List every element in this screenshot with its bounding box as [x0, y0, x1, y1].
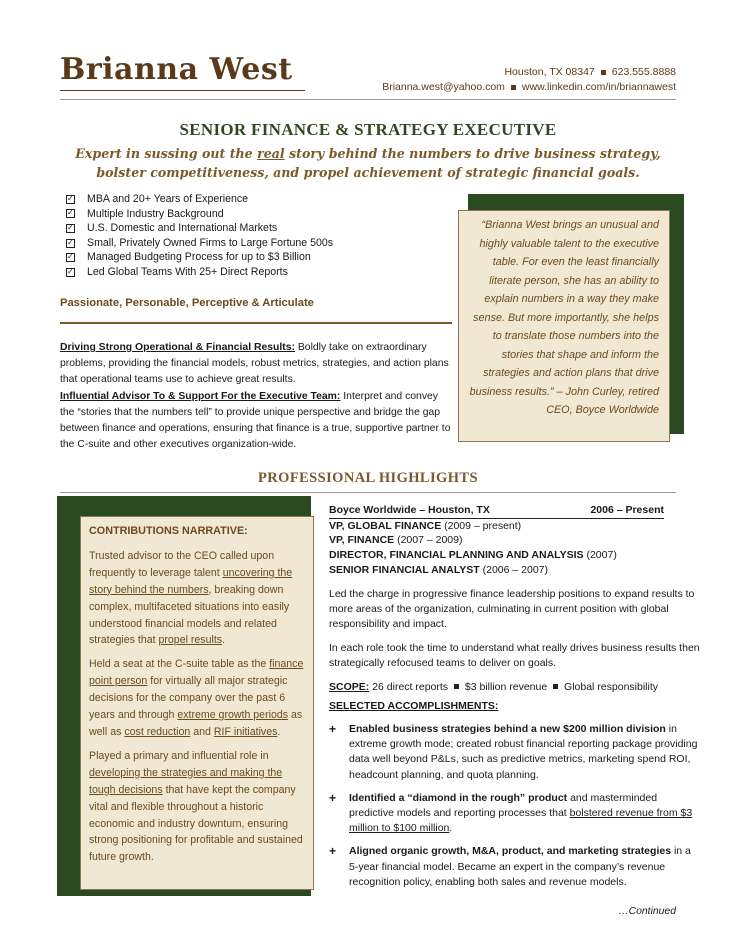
text: Played a primary and influential role in: [89, 749, 269, 762]
role-title: [329, 563, 701, 578]
list-item: [66, 221, 333, 236]
role-years: (2007 – 2009): [394, 534, 463, 547]
text: .: [222, 634, 226, 647]
checkbox-icon: [66, 195, 75, 204]
underlined-text: finance point person: [89, 658, 304, 688]
continued-note: …Continued: [618, 906, 676, 917]
role-name: DIRECTOR, FINANCIAL PLANNING AND ANALYSIS: [329, 549, 584, 562]
accomplishments-list: [329, 722, 701, 890]
summary-text-1: Boldly take on extraordinary problems, providing the financial models, robust metrics, strategies, and action plans that operational teams use to achieve great results.: [60, 342, 449, 386]
checkbox-icon: [66, 239, 75, 248]
text: and: [190, 725, 214, 738]
scope-item: $3 billion revenue: [461, 680, 551, 693]
selected-accomplishments-heading: SELECTED ACCOMPLISHMENTS:: [329, 700, 499, 713]
scope-line: [329, 680, 701, 695]
email-link[interactable]: Brianna.west@yahoo.com: [382, 81, 505, 93]
header-divider: [60, 99, 676, 100]
name-underline: [60, 90, 305, 91]
list-item: [66, 250, 333, 265]
underlined-text: extreme growth periods: [177, 709, 289, 722]
text: Trusted advisor to the CEO called upon frequently to leverage talent: [89, 549, 275, 579]
scope-label: SCOPE:: [329, 680, 370, 693]
accomplishment-lead: Identified a “diamond in the rough” product: [349, 791, 568, 804]
underlined-text: cost reduction: [124, 725, 191, 738]
accomplishment-text: and masterminded predictive models and reporting processes that: [349, 791, 658, 819]
underlined-text: RIF initiatives: [213, 725, 278, 738]
contributions-narrative: [80, 516, 314, 890]
list-item-text: U.S. Domestic and International Markets: [87, 222, 278, 235]
summary-heading-2: Influential Advisor To & Support For the Executive Team:: [60, 390, 341, 402]
summary-paragraph: [60, 340, 452, 453]
summary-text-2: Interpret and convey the “stories that the numbers tell” to provide unique perspective and bridge the gap between finance and operations, ensuring that finance is a true, supportive partner to the C-suite and other executives organization-wide.: [60, 390, 451, 451]
company-name: Boyce Worldwide – Houston, TX: [329, 504, 490, 516]
text: .: [277, 725, 281, 738]
narrative-paragraph-2: [89, 656, 305, 741]
company-row: [329, 503, 664, 519]
employment-dates: 2006 – Present: [590, 504, 664, 516]
list-item-text: MBA and 20+ Years of Experience: [87, 193, 249, 205]
list-item: [329, 844, 701, 890]
scope-item: 26 direct reports: [369, 680, 451, 693]
narrative-title: CONTRIBUTIONS NARRATIVE:: [89, 525, 248, 537]
underlined-text: developing the strategies and making the tough decisions: [89, 766, 283, 796]
section-divider: [60, 492, 676, 493]
list-item-text: Small, Privately Owned Firms to Large Fortune 500s: [87, 236, 334, 249]
list-item: [329, 722, 701, 783]
checkbox-icon: [66, 268, 75, 277]
separator-square-icon: [511, 85, 516, 90]
role-title: [329, 519, 701, 534]
list-item: [329, 791, 701, 837]
highlights-list: [66, 192, 333, 280]
text: , breaking down complex, multifaceted situations into easily understood financial models and related strategies that: [89, 583, 290, 647]
headline: SENIOR FINANCE & STRATEGY EXECUTIVE: [179, 120, 557, 139]
list-item: [66, 192, 333, 207]
list-item-text: Multiple Industry Background: [87, 207, 224, 220]
text: as well as: [89, 709, 303, 738]
list-item-text: Led Global Teams With 25+ Direct Reports: [87, 265, 288, 278]
city: Houston, TX 08347: [504, 66, 595, 78]
phone: 623.555.8888: [611, 66, 676, 78]
accomplishment-lead: Aligned organic growth, M&A, product, and marketing strategies: [349, 845, 672, 858]
underlined-text: propel results: [158, 634, 223, 647]
separator-square-icon: [454, 684, 459, 689]
passion-divider: [60, 322, 452, 324]
testimonial-quote: “Brianna West brings an unusual and highly valuable talent to the executive table. For even the least financially literate person, she has an ability to explain numbers in a way they make sense. But more importantly, she helps to translate those numbers into the stories that shape and inform the strategies and action plans that drive business results.” – John Curley, retired CEO, Boyce Worldwide: [458, 210, 670, 442]
list-item: [66, 236, 333, 251]
role-name: VP, FINANCE: [329, 534, 395, 547]
tagline-emphasis: real: [257, 146, 285, 161]
list-item: [66, 265, 333, 280]
linkedin-link[interactable]: www.linkedin.com/in/briannawest: [521, 81, 676, 93]
accomplishment-text: in a 5-year financial model. Became an expert in the company’s revenue recognition policy, enabling both sales and revenue models.: [349, 845, 691, 888]
section-title-highlights: PROFESSIONAL HIGHLIGHTS: [258, 470, 478, 486]
separator-square-icon: [601, 70, 606, 75]
underlined-text: bolstered revenue from $3 million to $100 million: [349, 806, 693, 835]
contact-line-1: [380, 66, 676, 78]
role-years: (2006 – 2007): [479, 563, 549, 576]
role-years: (2007): [583, 549, 617, 562]
separator-square-icon: [553, 684, 558, 689]
text: .: [449, 822, 453, 835]
experience-section: [329, 503, 701, 898]
passion-statement: Passionate, Personable, Perceptive & Articulate: [60, 297, 314, 309]
role-years: (2009 – present): [441, 519, 522, 532]
text: Held a seat at the C-suite table as the: [89, 658, 270, 671]
text: that have kept the company vital and flexible throughout a historic economic and industry downturn, ensuring strong positioning for profitable and sustained future growth.: [89, 783, 303, 864]
candidate-name: Brianna West: [60, 52, 293, 87]
role-name: SENIOR FINANCIAL ANALYST: [329, 563, 480, 576]
tagline-start: Expert in sussing out the: [75, 146, 258, 161]
role-name: VP, GLOBAL FINANCE: [329, 519, 442, 532]
narrative-paragraph-3: [89, 748, 305, 866]
experience-paragraph-1: Led the charge in progressive finance leadership positions to expand results to more areas of the organization, culminating in current position with global responsibility and impact.: [329, 587, 695, 630]
contact-line-2: [340, 81, 676, 93]
role-title: [329, 548, 701, 563]
role-title: [329, 533, 701, 548]
tagline-end: story behind the numbers to drive business strategy, bolster competitiveness, and propel achievement of strategic financial goals.: [96, 146, 661, 180]
scope-item: Global responsibility: [561, 680, 659, 693]
summary-heading-1: Driving Strong Operational & Financial Results:: [60, 342, 295, 353]
accomplishment-text: in extreme growth mode; created robust financial reporting package providing data well beyond P&Ls, such as predictive metrics, marketing spend ROI, headcount planning, and quota planning.: [349, 722, 698, 781]
checkbox-icon: [66, 209, 75, 218]
checkbox-icon: [66, 253, 75, 262]
underlined-text: uncovering the story behind the numbers: [89, 566, 293, 596]
experience-paragraph-2: In each role took the time to understand what really drives business results then strategically refocused teams to deliver on goals.: [329, 642, 700, 670]
accomplishment-lead: Enabled business strategies behind a new $200 million division: [349, 722, 666, 735]
narrative-paragraph-1: [89, 548, 305, 649]
list-item-text: Managed Budgeting Process for up to $3 Billion: [87, 251, 311, 264]
checkbox-icon: [66, 224, 75, 233]
list-item: [66, 207, 333, 222]
tagline: [50, 144, 686, 182]
text: for virtually all major strategic decisions for the company over the past 6 years and through: [89, 675, 288, 722]
